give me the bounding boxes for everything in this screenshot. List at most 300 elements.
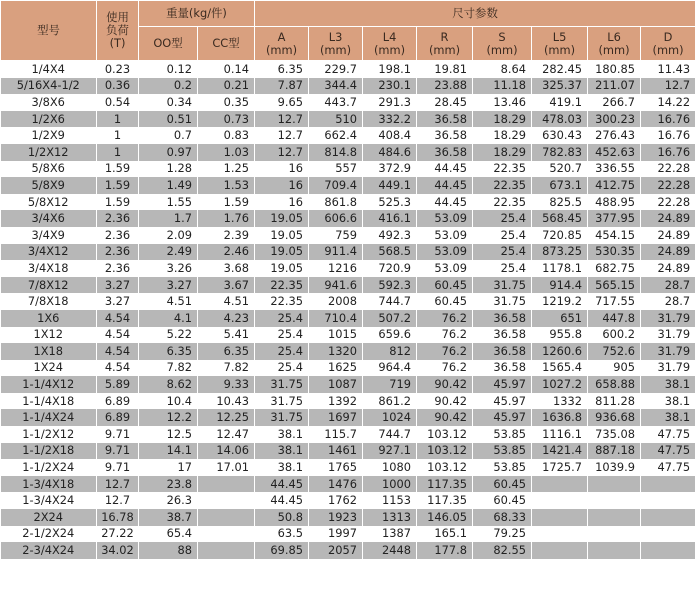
cell-dim-l6: 717.55	[588, 293, 641, 310]
cell-dim-d	[641, 476, 695, 493]
cell-weight-cc: 6.35	[198, 343, 255, 360]
cell-dim-l5	[532, 509, 588, 526]
cell-weight-oo: 0.34	[139, 94, 198, 111]
cell-weight-cc: 5.41	[198, 327, 255, 344]
table-row	[1, 476, 695, 493]
cell-dim-r: 103.12	[417, 459, 473, 476]
cell-dim-l4: 484.6	[363, 144, 417, 161]
cell-dim-l4: 230.1	[363, 78, 417, 95]
table-row	[1, 127, 695, 144]
cell-dim-l3: 557	[309, 161, 363, 178]
cell-dim-a: 25.4	[255, 343, 309, 360]
cell-dim-l6	[588, 526, 641, 543]
cell-load: 0.54	[97, 94, 139, 111]
cell-dim-s: 79.25	[473, 526, 532, 543]
cell-dim-l4: 592.3	[363, 277, 417, 294]
cell-dim-d: 11.43	[641, 61, 695, 78]
cell-weight-cc: 14.06	[198, 443, 255, 460]
cell-dim-l3: 861.8	[309, 194, 363, 211]
cell-dim-r: 165.1	[417, 526, 473, 543]
cell-dim-l6	[588, 509, 641, 526]
cell-load: 6.89	[97, 409, 139, 426]
cell-dim-l3: 1765	[309, 459, 363, 476]
table-row	[1, 492, 695, 509]
header-dim-l4: L4 (mm)	[363, 27, 417, 61]
cell-weight-cc: 4.51	[198, 293, 255, 310]
table-row	[1, 144, 695, 161]
cell-dim-l4: 449.1	[363, 177, 417, 194]
cell-dim-l3: 1997	[309, 526, 363, 543]
cell-dim-l5	[532, 476, 588, 493]
cell-dim-l6: 276.43	[588, 127, 641, 144]
cell-model: 3/4X18	[1, 260, 97, 277]
cell-dim-l3: 443.7	[309, 94, 363, 111]
cell-dim-l6: 180.85	[588, 61, 641, 78]
cell-weight-oo: 4.51	[139, 293, 198, 310]
cell-load: 4.54	[97, 310, 139, 327]
header-dim-l5: L5 (mm)	[532, 27, 588, 61]
cell-dim-d: 31.79	[641, 343, 695, 360]
cell-dim-a: 38.1	[255, 443, 309, 460]
cell-model: 1-3/4X24	[1, 492, 97, 509]
cell-weight-cc	[198, 526, 255, 543]
cell-dim-s: 68.33	[473, 509, 532, 526]
cell-load: 9.71	[97, 443, 139, 460]
cell-dim-l4: 744.7	[363, 426, 417, 443]
cell-dim-l4: 1153	[363, 492, 417, 509]
cell-dim-l3: 510	[309, 111, 363, 128]
cell-weight-oo: 17	[139, 459, 198, 476]
cell-dim-l5: 720.85	[532, 227, 588, 244]
cell-dim-d: 16.76	[641, 111, 695, 128]
cell-dim-s: 45.97	[473, 409, 532, 426]
cell-dim-d: 47.75	[641, 426, 695, 443]
cell-dim-a: 63.5	[255, 526, 309, 543]
cell-dim-r: 19.81	[417, 61, 473, 78]
cell-load: 9.71	[97, 426, 139, 443]
cell-dim-r: 44.45	[417, 194, 473, 211]
cell-model: 7/8X12	[1, 277, 97, 294]
cell-dim-r: 53.09	[417, 260, 473, 277]
table-row	[1, 426, 695, 443]
cell-dim-r: 60.45	[417, 277, 473, 294]
header-dims-group: 尺寸参数	[255, 1, 695, 27]
cell-model: 1-1/4X24	[1, 409, 97, 426]
cell-dim-a: 38.1	[255, 426, 309, 443]
cell-model: 1X6	[1, 310, 97, 327]
cell-dim-l5: 914.4	[532, 277, 588, 294]
cell-dim-r: 90.42	[417, 409, 473, 426]
cell-dim-s: 36.58	[473, 327, 532, 344]
cell-weight-oo: 23.8	[139, 476, 198, 493]
cell-dim-l6: 447.8	[588, 310, 641, 327]
cell-dim-s: 53.85	[473, 443, 532, 460]
cell-weight-oo: 3.26	[139, 260, 198, 277]
cell-dim-l4: 861.2	[363, 393, 417, 410]
cell-dim-l6: 454.15	[588, 227, 641, 244]
cell-dim-l3: 606.6	[309, 210, 363, 227]
cell-dim-l5: 478.03	[532, 111, 588, 128]
cell-dim-l4: 332.2	[363, 111, 417, 128]
cell-dim-l5	[532, 492, 588, 509]
table-row	[1, 393, 695, 410]
cell-dim-a: 25.4	[255, 327, 309, 344]
header-model: 型号	[1, 1, 97, 61]
cell-dim-l5: 1332	[532, 393, 588, 410]
cell-load: 3.27	[97, 277, 139, 294]
cell-dim-l6: 735.08	[588, 426, 641, 443]
cell-dim-d	[641, 526, 695, 543]
cell-dim-a: 22.35	[255, 277, 309, 294]
cell-dim-d: 38.1	[641, 409, 695, 426]
cell-weight-oo: 65.4	[139, 526, 198, 543]
cell-dim-l6	[588, 492, 641, 509]
cell-dim-a: 16	[255, 177, 309, 194]
cell-model: 5/16X4-1/2	[1, 78, 97, 95]
cell-dim-l4: 198.1	[363, 61, 417, 78]
cell-load: 4.54	[97, 360, 139, 377]
cell-dim-r: 177.8	[417, 542, 473, 559]
cell-dim-l4: 507.2	[363, 310, 417, 327]
cell-dim-s: 36.58	[473, 360, 532, 377]
cell-weight-oo: 5.22	[139, 327, 198, 344]
cell-dim-r: 103.12	[417, 426, 473, 443]
table-row	[1, 194, 695, 211]
cell-dim-l3: 814.8	[309, 144, 363, 161]
cell-dim-l5: 630.43	[532, 127, 588, 144]
cell-load: 2.36	[97, 244, 139, 261]
cell-dim-d: 38.1	[641, 393, 695, 410]
cell-dim-l4: 719	[363, 376, 417, 393]
cell-weight-cc: 0.21	[198, 78, 255, 95]
header-oo-type: OO型	[139, 27, 198, 61]
table-row	[1, 161, 695, 178]
cell-dim-l6: 377.95	[588, 210, 641, 227]
cell-weight-cc: 1.59	[198, 194, 255, 211]
cell-dim-l3: 1087	[309, 376, 363, 393]
cell-dim-s: 8.64	[473, 61, 532, 78]
cell-dim-d: 12.7	[641, 78, 695, 95]
cell-model: 5/8X9	[1, 177, 97, 194]
cell-dim-l5: 1027.2	[532, 376, 588, 393]
cell-dim-a: 38.1	[255, 459, 309, 476]
cell-model: 3/4X6	[1, 210, 97, 227]
cell-model: 1X12	[1, 327, 97, 344]
cell-dim-r: 60.45	[417, 293, 473, 310]
cell-dim-l5: 1421.4	[532, 443, 588, 460]
cell-dim-a: 50.8	[255, 509, 309, 526]
table-row	[1, 94, 695, 111]
cell-dim-s: 18.29	[473, 127, 532, 144]
cell-dim-d: 38.1	[641, 376, 695, 393]
cell-dim-a: 44.45	[255, 476, 309, 493]
cell-dim-s: 22.35	[473, 177, 532, 194]
cell-weight-cc: 3.67	[198, 277, 255, 294]
cell-dim-r: 44.45	[417, 161, 473, 178]
cell-dim-s: 25.4	[473, 227, 532, 244]
cell-dim-r: 76.2	[417, 343, 473, 360]
cell-weight-oo: 1.49	[139, 177, 198, 194]
cell-load: 1.59	[97, 177, 139, 194]
cell-weight-oo: 6.35	[139, 343, 198, 360]
cell-dim-l6: 682.75	[588, 260, 641, 277]
cell-weight-cc: 0.73	[198, 111, 255, 128]
header-dim-l3: L3 (mm)	[309, 27, 363, 61]
cell-dim-l6: 336.55	[588, 161, 641, 178]
cell-weight-oo: 3.27	[139, 277, 198, 294]
cell-dim-l6: 752.6	[588, 343, 641, 360]
cell-dim-l6: 488.95	[588, 194, 641, 211]
cell-weight-cc: 1.53	[198, 177, 255, 194]
cell-load: 1	[97, 144, 139, 161]
cell-dim-l3: 941.6	[309, 277, 363, 294]
cell-dim-a: 6.35	[255, 61, 309, 78]
cell-dim-s: 45.97	[473, 376, 532, 393]
cell-dim-r: 76.2	[417, 310, 473, 327]
cell-load: 4.54	[97, 343, 139, 360]
table-row	[1, 210, 695, 227]
cell-dim-l3: 344.4	[309, 78, 363, 95]
cell-load: 2.36	[97, 210, 139, 227]
cell-dim-a: 25.4	[255, 360, 309, 377]
cell-dim-s: 25.4	[473, 210, 532, 227]
cell-dim-a: 19.05	[255, 210, 309, 227]
cell-load: 3.27	[97, 293, 139, 310]
cell-load: 1	[97, 111, 139, 128]
cell-dim-a: 31.75	[255, 376, 309, 393]
header-row-1	[1, 1, 695, 27]
cell-dim-r: 103.12	[417, 443, 473, 460]
cell-weight-cc: 9.33	[198, 376, 255, 393]
cell-dim-l6: 452.63	[588, 144, 641, 161]
cell-weight-oo: 2.09	[139, 227, 198, 244]
cell-weight-cc: 1.03	[198, 144, 255, 161]
cell-weight-cc: 1.76	[198, 210, 255, 227]
table-row	[1, 443, 695, 460]
cell-dim-a: 44.45	[255, 492, 309, 509]
cell-load: 1	[97, 127, 139, 144]
cell-dim-d: 28.7	[641, 293, 695, 310]
cell-dim-r: 76.2	[417, 360, 473, 377]
table-row	[1, 409, 695, 426]
cell-load: 9.71	[97, 459, 139, 476]
cell-dim-d: 24.89	[641, 227, 695, 244]
cell-dim-r: 23.88	[417, 78, 473, 95]
cell-dim-d	[641, 542, 695, 559]
cell-dim-l6: 211.07	[588, 78, 641, 95]
cell-weight-cc: 3.68	[198, 260, 255, 277]
cell-dim-d: 47.75	[641, 443, 695, 460]
cell-dim-s: 60.45	[473, 476, 532, 493]
cell-model: 5/8X6	[1, 161, 97, 178]
cell-dim-l3: 1216	[309, 260, 363, 277]
cell-model: 1-1/2X18	[1, 443, 97, 460]
cell-dim-l5: 1116.1	[532, 426, 588, 443]
cell-dim-l4: 927.1	[363, 443, 417, 460]
header-dim-r: R (mm)	[417, 27, 473, 61]
cell-dim-d: 31.79	[641, 310, 695, 327]
cell-dim-a: 22.35	[255, 293, 309, 310]
cell-dim-l5: 651	[532, 310, 588, 327]
cell-dim-l4: 291.3	[363, 94, 417, 111]
cell-dim-s: 11.18	[473, 78, 532, 95]
cell-dim-d: 22.28	[641, 161, 695, 178]
cell-dim-l6: 905	[588, 360, 641, 377]
cell-dim-d: 22.28	[641, 194, 695, 211]
table-row	[1, 526, 695, 543]
cell-dim-l5: 873.25	[532, 244, 588, 261]
cell-dim-l3: 115.7	[309, 426, 363, 443]
cell-dim-r: 44.45	[417, 177, 473, 194]
table-row	[1, 327, 695, 344]
cell-load: 1.59	[97, 194, 139, 211]
cell-dim-l5	[532, 542, 588, 559]
cell-dim-l4: 1024	[363, 409, 417, 426]
table-row	[1, 376, 695, 393]
cell-dim-l4: 812	[363, 343, 417, 360]
cell-dim-a: 31.75	[255, 393, 309, 410]
cell-weight-oo: 2.49	[139, 244, 198, 261]
table-row	[1, 509, 695, 526]
cell-dim-a: 16	[255, 194, 309, 211]
cell-dim-s: 45.97	[473, 393, 532, 410]
table-row	[1, 310, 695, 327]
cell-dim-l4: 408.4	[363, 127, 417, 144]
cell-dim-l5: 1636.8	[532, 409, 588, 426]
cell-dim-s: 31.75	[473, 293, 532, 310]
cell-weight-oo: 0.7	[139, 127, 198, 144]
cell-dim-l6: 1039.9	[588, 459, 641, 476]
cell-dim-l3: 911.4	[309, 244, 363, 261]
cell-weight-oo: 88	[139, 542, 198, 559]
cell-dim-l5: 1219.2	[532, 293, 588, 310]
cell-weight-oo: 10.4	[139, 393, 198, 410]
cell-dim-l5: 325.37	[532, 78, 588, 95]
cell-dim-l5: 1260.6	[532, 343, 588, 360]
cell-dim-l3: 2057	[309, 542, 363, 559]
cell-weight-cc: 0.83	[198, 127, 255, 144]
cell-dim-d: 47.75	[641, 459, 695, 476]
cell-dim-l4: 372.9	[363, 161, 417, 178]
cell-dim-l5: 520.7	[532, 161, 588, 178]
table-row	[1, 61, 695, 78]
cell-dim-l3: 1461	[309, 443, 363, 460]
cell-dim-r: 76.2	[417, 327, 473, 344]
cell-dim-d: 16.76	[641, 144, 695, 161]
cell-dim-l6	[588, 476, 641, 493]
table-row	[1, 459, 695, 476]
cell-dim-d: 16.76	[641, 127, 695, 144]
cell-dim-s: 36.58	[473, 310, 532, 327]
cell-model: 1X24	[1, 360, 97, 377]
cell-model: 1-3/4X18	[1, 476, 97, 493]
cell-dim-l3: 1923	[309, 509, 363, 526]
cell-weight-cc: 2.46	[198, 244, 255, 261]
cell-weight-oo: 1.7	[139, 210, 198, 227]
cell-model: 3/4X9	[1, 227, 97, 244]
cell-dim-s: 53.85	[473, 459, 532, 476]
cell-load: 2.36	[97, 260, 139, 277]
cell-weight-cc: 1.25	[198, 161, 255, 178]
cell-dim-l5: 1565.4	[532, 360, 588, 377]
table-row	[1, 360, 695, 377]
table-row	[1, 78, 695, 95]
cell-dim-l3: 1320	[309, 343, 363, 360]
cell-model: 1/2X6	[1, 111, 97, 128]
cell-model: 3/4X12	[1, 244, 97, 261]
cell-dim-l4: 568.5	[363, 244, 417, 261]
cell-load: 4.54	[97, 327, 139, 344]
cell-load: 12.7	[97, 476, 139, 493]
cell-dim-l4: 2448	[363, 542, 417, 559]
cell-weight-cc: 12.47	[198, 426, 255, 443]
cell-dim-s: 22.35	[473, 161, 532, 178]
cell-dim-l6: 412.75	[588, 177, 641, 194]
cell-weight-cc: 0.14	[198, 61, 255, 78]
cell-dim-a: 31.75	[255, 409, 309, 426]
cell-weight-oo: 1.55	[139, 194, 198, 211]
cell-dim-s: 18.29	[473, 144, 532, 161]
cell-dim-l5: 419.1	[532, 94, 588, 111]
cell-weight-oo: 0.97	[139, 144, 198, 161]
cell-weight-oo: 0.51	[139, 111, 198, 128]
cell-dim-l4: 744.7	[363, 293, 417, 310]
cell-weight-cc	[198, 476, 255, 493]
cell-dim-l4: 1387	[363, 526, 417, 543]
cell-dim-l3: 759	[309, 227, 363, 244]
cell-dim-r: 53.09	[417, 210, 473, 227]
header-dim-l6: L6 (mm)	[588, 27, 641, 61]
cell-dim-s: 60.45	[473, 492, 532, 509]
cell-dim-l6: 658.88	[588, 376, 641, 393]
cell-dim-d: 31.79	[641, 327, 695, 344]
cell-dim-d: 31.79	[641, 360, 695, 377]
cell-dim-a: 9.65	[255, 94, 309, 111]
table-row	[1, 227, 695, 244]
cell-dim-r: 36.58	[417, 127, 473, 144]
cell-dim-s: 22.35	[473, 194, 532, 211]
cell-dim-l6: 565.15	[588, 277, 641, 294]
cell-load: 27.22	[97, 526, 139, 543]
cell-dim-d: 28.7	[641, 277, 695, 294]
cell-dim-s: 25.4	[473, 260, 532, 277]
cell-model: 5/8X12	[1, 194, 97, 211]
cell-dim-l5	[532, 526, 588, 543]
cell-dim-a: 19.05	[255, 260, 309, 277]
cell-model: 2-3/4X24	[1, 542, 97, 559]
cell-dim-l5: 955.8	[532, 327, 588, 344]
cell-dim-l4: 659.6	[363, 327, 417, 344]
cell-dim-l4: 720.9	[363, 260, 417, 277]
cell-model: 1-1/4X12	[1, 376, 97, 393]
cell-dim-l6	[588, 542, 641, 559]
cell-model: 2X24	[1, 509, 97, 526]
cell-model: 1/2X9	[1, 127, 97, 144]
cell-dim-a: 16	[255, 161, 309, 178]
table-row	[1, 542, 695, 559]
cell-model: 1-1/2X24	[1, 459, 97, 476]
cell-dim-l6: 887.18	[588, 443, 641, 460]
cell-dim-r: 53.09	[417, 227, 473, 244]
cell-dim-l4: 525.3	[363, 194, 417, 211]
cell-model: 1/2X12	[1, 144, 97, 161]
cell-weight-cc	[198, 509, 255, 526]
cell-dim-l3: 1015	[309, 327, 363, 344]
cell-model: 3/8X6	[1, 94, 97, 111]
cell-dim-d: 24.89	[641, 244, 695, 261]
cell-weight-cc: 2.39	[198, 227, 255, 244]
cell-dim-l4: 1080	[363, 459, 417, 476]
